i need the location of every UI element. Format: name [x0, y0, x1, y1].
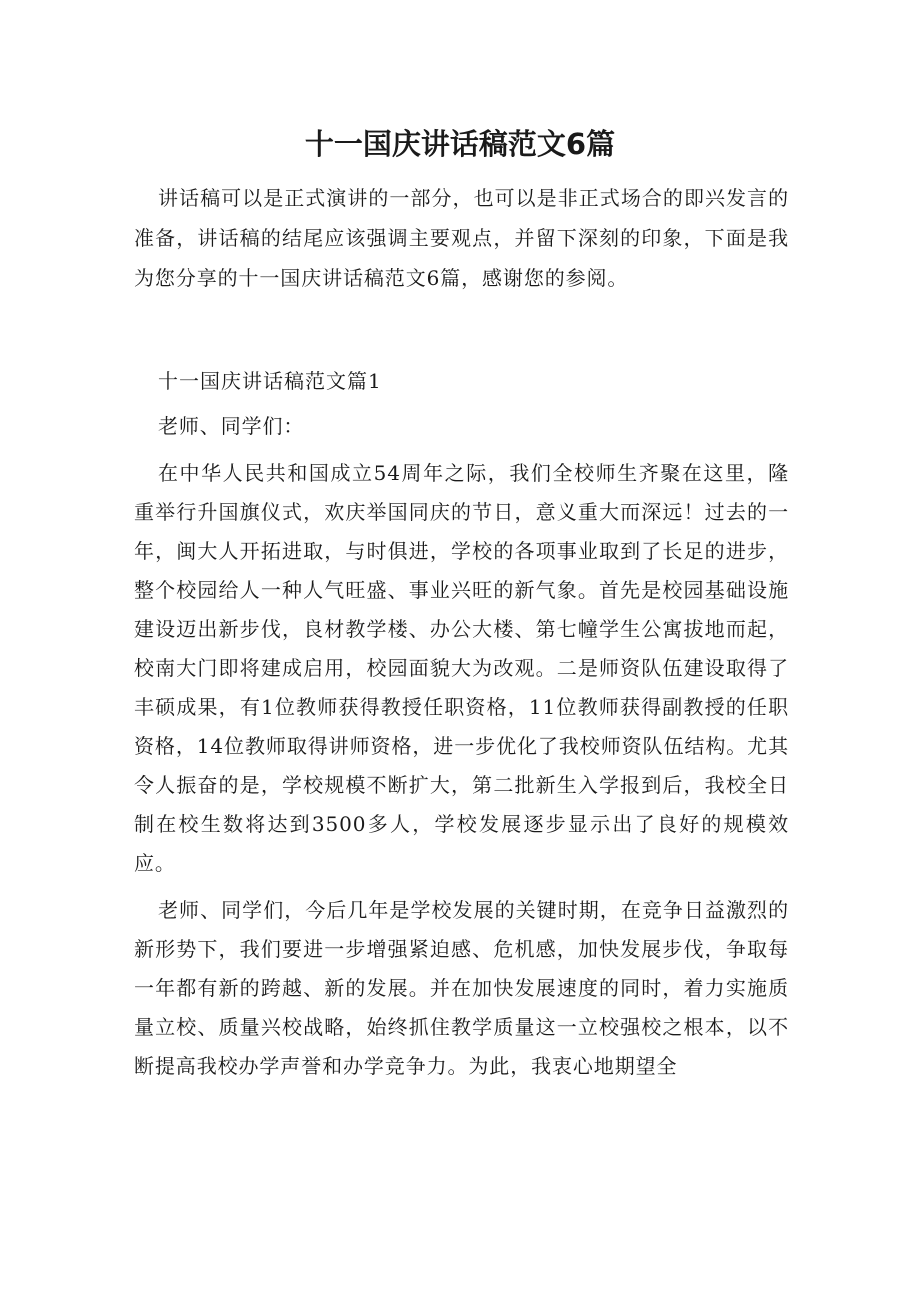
greeting-line: 老师、同学们： — [158, 414, 305, 438]
body-paragraph-2: 老师、同学们，今后几年是学校发展的关键时期，在竞争日益激烈的新形势下，我们要进一步增强紧迫感、危机感，加快发展步伐，争取每一年都有新的跨越、新的发展。并在加快发展速度的同时，着力实施质量立校、质量兴校战略，始终抓住教学质量这一立校强校之根本，以不断提高我校办学声誉和办学竞争力。为此，我衷心地期望全 — [134, 898, 789, 1078]
document-title: 十一国庆讲话稿范文6篇 — [304, 127, 616, 161]
section-heading: 十一国庆讲话稿范文篇1 — [158, 369, 382, 393]
body-paragraph-1: 在中华人民共和国成立54周年之际，我们全校师生齐聚在这里，隆重举行升国旗仪式，欢庆举国同庆的节日，意义重大而深远！过去的一年，闽大人开拓进取，与时俱进，学校的各项事业取到了长足的进步，整个校园给人一种人气旺盛、事业兴旺的新气象。首先是校园基础设施建设迈出新步伐，良材教学楼、办公大楼、第七幢学生公寓拔地而起，校南大门即将建成启用，校园面貌大为改观。二是师资队伍建设取得了丰硕成果，有1位教师获得教授任职资格，11位教师获得副教授的任职资格，14位教师取得讲师资格，进一步优化了我校师资队伍结构。尤其令人振奋的是，学校规模不断扩大，第二批新生入学报到后，我校全日制在校生数将达到3500多人，学校发展逐步显示出了良好的规模效应。 — [134, 461, 789, 875]
intro-paragraph: 讲话稿可以是正式演讲的一部分，也可以是非正式场合的即兴发言的准备，讲话稿的结尾应该强调主要观点，并留下深刻的印象，下面是我为您分享的十一国庆讲话稿范文6篇，感谢您的参阅。 — [134, 186, 789, 290]
document-body — [134, 362, 789, 1086]
